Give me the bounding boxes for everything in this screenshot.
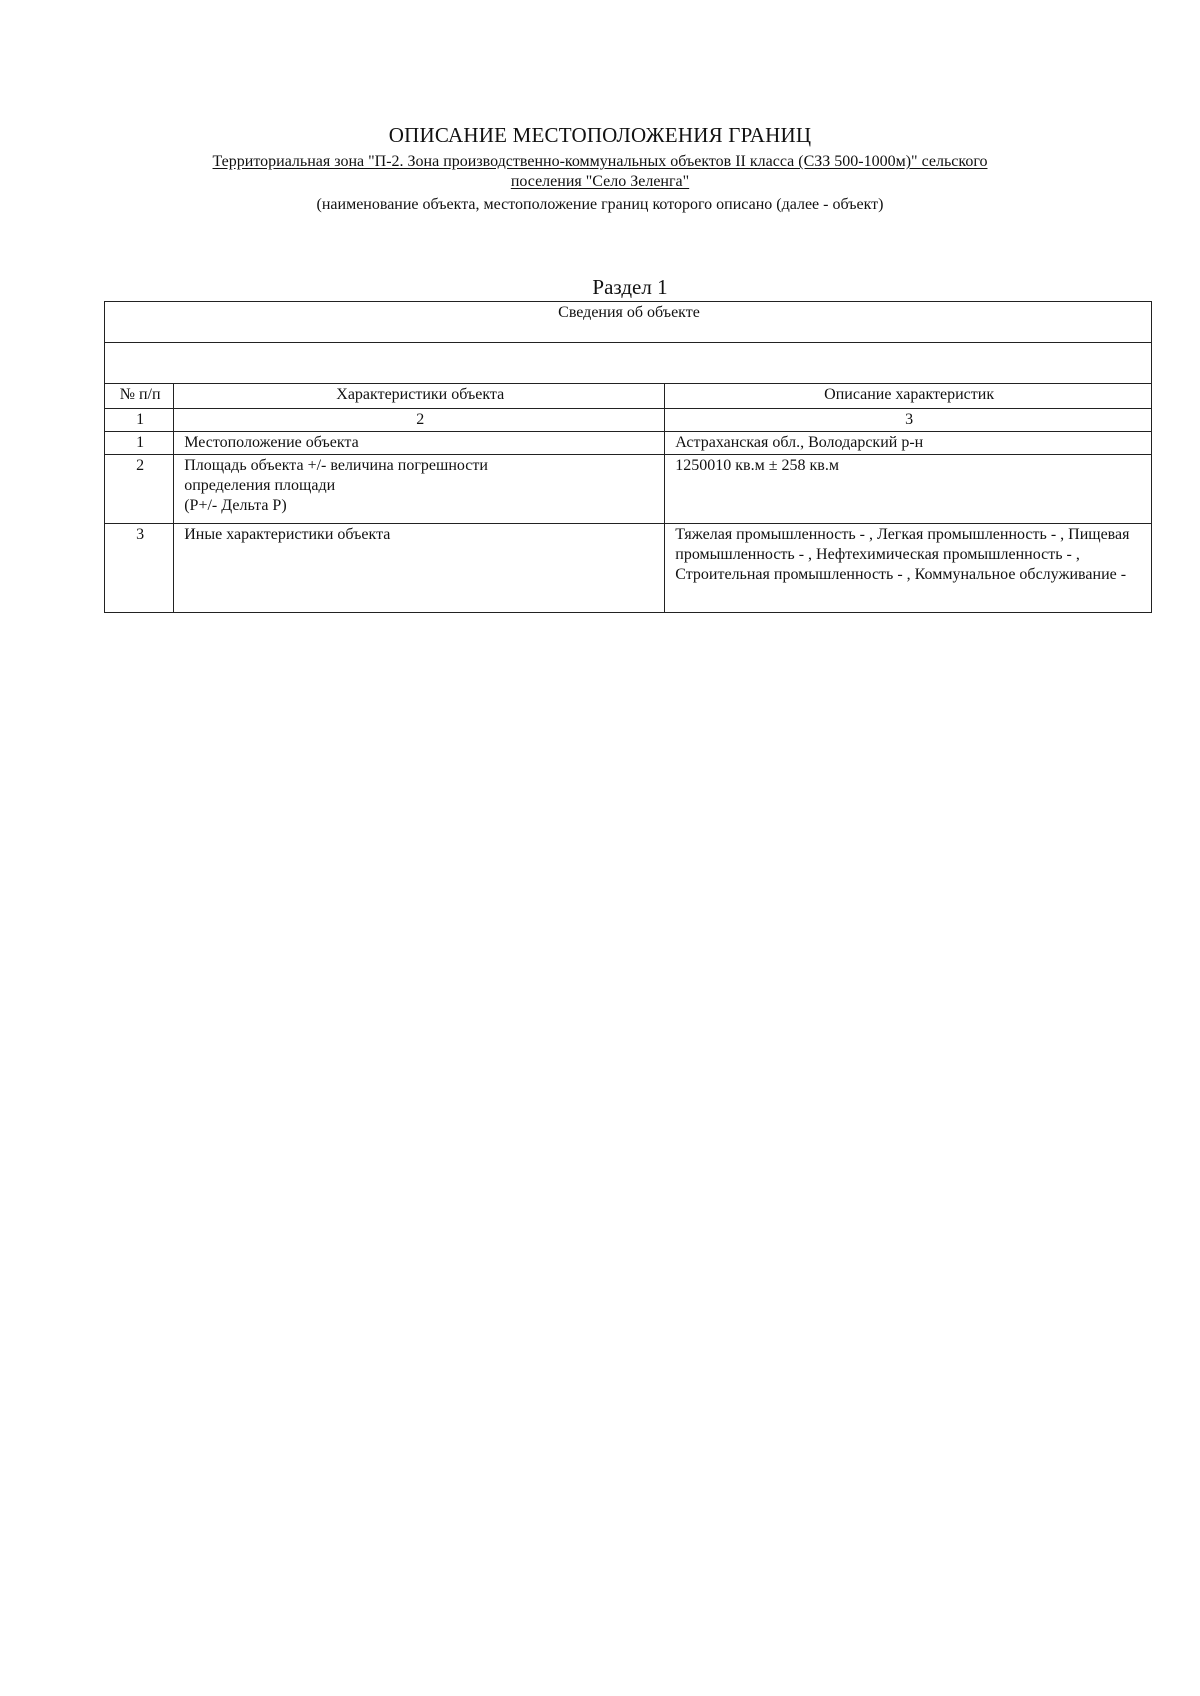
row-characteristic: Иные характеристики объекта: [174, 524, 665, 613]
table-title-row: [105, 302, 1152, 343]
row-characteristic: Местоположение объекта: [174, 432, 665, 455]
document-subject-line1: Территориальная зона "П-2. Зона производственно-коммунальных объектов II класса (СЗЗ 500-1000м)" сельского: [212, 153, 988, 170]
table-column-number-row: [105, 409, 1152, 432]
column-number-3: 3: [665, 409, 1152, 432]
document-caption: (наименование объекта, местоположение границ которого описано (далее - объект): [316, 196, 884, 213]
table-header-row: [105, 384, 1152, 409]
row-number: 3: [105, 524, 174, 613]
row-characteristic-line: Площадь объекта +/- величина погрешности: [184, 457, 488, 474]
column-header-characteristic: Характеристики объекта: [174, 384, 665, 409]
table-title: Сведения об объекте: [105, 302, 1152, 343]
table-row: [105, 432, 1152, 455]
document-header: [100, 122, 1100, 215]
table-row: [105, 524, 1152, 613]
row-description: 1250010 кв.м ± 258 кв.м: [665, 455, 1152, 524]
column-header-description: Описание характеристик: [665, 384, 1152, 409]
column-header-number: № п/п: [105, 384, 174, 409]
table-row: [105, 455, 1152, 524]
row-characteristic-line: определения площади: [184, 477, 336, 494]
row-characteristic-line: (Р+/- Дельта Р): [184, 497, 287, 514]
row-description: Тяжелая промышленность - , Легкая промышленность - , Пищевая промышленность - , Нефтехимическая промышленность - , Строительная промышленность - , Коммунальное обслуживание -: [665, 524, 1152, 613]
column-number-1: 1: [105, 409, 174, 432]
row-number: 1: [105, 432, 174, 455]
section-title: Раздел 1: [592, 275, 668, 299]
row-description: Астраханская обл., Володарский р-н: [665, 432, 1152, 455]
table-blank-cell: [105, 343, 1152, 384]
document-subject-line2: поселения "Село Зеленга": [510, 173, 690, 190]
row-characteristic: [174, 455, 665, 524]
document-title: ОПИСАНИЕ МЕСТОПОЛОЖЕНИЯ ГРАНИЦ: [388, 123, 812, 147]
row-number: 2: [105, 455, 174, 524]
table-blank-row: [105, 343, 1152, 384]
document-subject: [100, 152, 1100, 192]
column-number-2: 2: [174, 409, 665, 432]
object-info-table: [104, 301, 1152, 613]
